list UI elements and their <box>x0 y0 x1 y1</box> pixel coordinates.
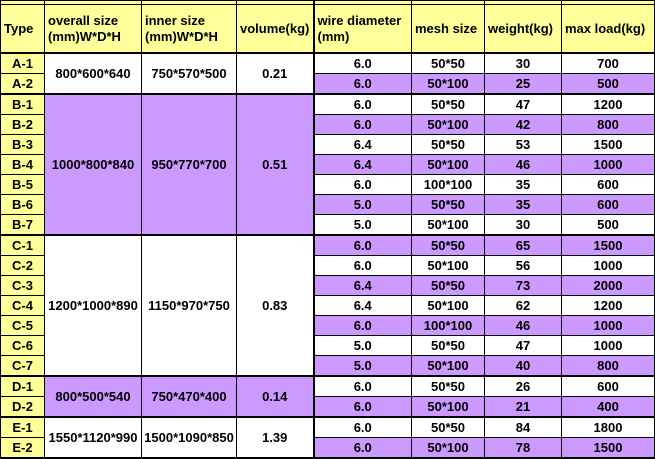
mesh-size-cell: 50*50 <box>412 417 485 438</box>
wire-diameter-cell: 6.0 <box>314 376 412 397</box>
type-cell: C-3 <box>1 276 45 296</box>
type-cell: C-5 <box>1 316 45 336</box>
col-header-type: Type <box>1 5 45 54</box>
type-cell: C-6 <box>1 336 45 356</box>
wire-diameter-cell: 6.0 <box>314 74 412 95</box>
mesh-size-cell: 50*100 <box>412 397 485 418</box>
mesh-size-cell: 50*50 <box>412 376 485 397</box>
col-header-wire-diameter: wire diameter (mm) <box>314 5 412 54</box>
inner-size-cell: 750*470*400 <box>142 376 237 417</box>
mesh-size-cell: 100*100 <box>412 316 485 336</box>
mesh-size-cell: 50*100 <box>412 356 485 377</box>
weight-cell: 30 <box>485 215 562 236</box>
overall-size-cell: 800*500*540 <box>45 376 142 417</box>
wire-diameter-cell: 5.0 <box>314 336 412 356</box>
max-load-cell: 1500 <box>562 438 655 459</box>
max-load-cell: 1500 <box>562 235 655 256</box>
inner-size-cell: 1150*970*750 <box>142 235 237 376</box>
weight-cell: 84 <box>485 417 562 438</box>
col-header-volume: volume(kg) <box>237 5 314 54</box>
max-load-cell: 1000 <box>562 336 655 356</box>
max-load-cell: 400 <box>562 397 655 418</box>
weight-cell: 73 <box>485 276 562 296</box>
max-load-cell: 500 <box>562 215 655 236</box>
weight-cell: 40 <box>485 356 562 377</box>
header-row <box>1 5 655 54</box>
max-load-cell: 1000 <box>562 155 655 175</box>
overall-size-cell: 800*600*640 <box>45 53 142 94</box>
wire-diameter-cell: 6.0 <box>314 417 412 438</box>
mesh-size-cell: 50*100 <box>412 256 485 276</box>
wire-diameter-cell: 5.0 <box>314 356 412 377</box>
volume-cell: 0.21 <box>237 53 314 94</box>
type-cell: B-2 <box>1 115 45 135</box>
mesh-size-cell: 50*100 <box>412 438 485 459</box>
max-load-cell: 600 <box>562 376 655 397</box>
volume-cell: 0.14 <box>237 376 314 417</box>
max-load-cell: 700 <box>562 53 655 74</box>
max-load-cell: 1000 <box>562 316 655 336</box>
wire-diameter-cell: 5.0 <box>314 195 412 215</box>
volume-cell: 0.51 <box>237 94 314 235</box>
mesh-size-cell: 50*100 <box>412 215 485 236</box>
wire-diameter-cell: 6.0 <box>314 115 412 135</box>
wire-diameter-cell: 6.4 <box>314 155 412 175</box>
weight-cell: 46 <box>485 316 562 336</box>
weight-cell: 47 <box>485 94 562 115</box>
type-cell: B-4 <box>1 155 45 175</box>
max-load-cell: 1000 <box>562 256 655 276</box>
mesh-size-cell: 50*50 <box>412 94 485 115</box>
max-load-cell: 500 <box>562 74 655 95</box>
type-cell: A-1 <box>1 53 45 74</box>
mesh-size-cell: 50*50 <box>412 53 485 74</box>
weight-cell: 42 <box>485 115 562 135</box>
volume-cell: 0.83 <box>237 235 314 376</box>
weight-cell: 78 <box>485 438 562 459</box>
weight-cell: 21 <box>485 397 562 418</box>
max-load-cell: 1200 <box>562 296 655 316</box>
type-cell: A-2 <box>1 74 45 95</box>
type-cell: B-1 <box>1 94 45 115</box>
max-load-cell: 2000 <box>562 276 655 296</box>
inner-size-cell: 950*770*700 <box>142 94 237 235</box>
max-load-cell: 1200 <box>562 94 655 115</box>
wire-diameter-cell: 6.4 <box>314 135 412 155</box>
type-cell: C-2 <box>1 256 45 276</box>
weight-cell: 62 <box>485 296 562 316</box>
mesh-size-cell: 50*50 <box>412 135 485 155</box>
type-cell: C-4 <box>1 296 45 316</box>
weight-cell: 25 <box>485 74 562 95</box>
col-header-inner-size: inner size (mm)W*D*H <box>142 5 237 54</box>
table-row-c1 <box>1 235 655 256</box>
weight-cell: 46 <box>485 155 562 175</box>
overall-size-cell: 1550*1120*990 <box>45 417 142 458</box>
weight-cell: 47 <box>485 336 562 356</box>
weight-cell: 35 <box>485 175 562 195</box>
type-cell: C-1 <box>1 235 45 256</box>
wire-diameter-cell: 6.0 <box>314 438 412 459</box>
wire-diameter-cell: 6.0 <box>314 235 412 256</box>
wire-diameter-cell: 6.4 <box>314 276 412 296</box>
wire-diameter-cell: 6.0 <box>314 256 412 276</box>
max-load-cell: 800 <box>562 356 655 377</box>
table-row-a1 <box>1 53 655 74</box>
mesh-size-cell: 50*50 <box>412 336 485 356</box>
overall-size-cell: 1000*800*840 <box>45 94 142 235</box>
mesh-size-cell: 50*100 <box>412 155 485 175</box>
table-row-e1 <box>1 417 655 438</box>
type-cell: D-2 <box>1 397 45 418</box>
wire-diameter-cell: 6.0 <box>314 94 412 115</box>
weight-cell: 65 <box>485 235 562 256</box>
type-cell: B-6 <box>1 195 45 215</box>
type-cell: B-5 <box>1 175 45 195</box>
inner-size-cell: 1500*1090*850 <box>142 417 237 458</box>
max-load-cell: 1800 <box>562 417 655 438</box>
max-load-cell: 1500 <box>562 135 655 155</box>
type-cell: D-1 <box>1 376 45 397</box>
table-row-b1 <box>1 94 655 115</box>
type-cell: B-3 <box>1 135 45 155</box>
max-load-cell: 600 <box>562 175 655 195</box>
weight-cell: 56 <box>485 256 562 276</box>
type-cell: E-1 <box>1 417 45 438</box>
mesh-size-cell: 50*50 <box>412 276 485 296</box>
max-load-cell: 600 <box>562 195 655 215</box>
max-load-cell: 800 <box>562 115 655 135</box>
wire-diameter-cell: 6.4 <box>314 296 412 316</box>
mesh-size-cell: 50*100 <box>412 296 485 316</box>
weight-cell: 53 <box>485 135 562 155</box>
mesh-size-cell: 50*100 <box>412 74 485 95</box>
col-header-overall-size: overall size (mm)W*D*H <box>45 5 142 54</box>
overall-size-cell: 1200*1000*890 <box>45 235 142 376</box>
wire-diameter-cell: 6.0 <box>314 397 412 418</box>
mesh-size-cell: 100*100 <box>412 175 485 195</box>
weight-cell: 35 <box>485 195 562 215</box>
table-row-d1 <box>1 376 655 397</box>
wire-diameter-cell: 6.0 <box>314 53 412 74</box>
wire-diameter-cell: 6.0 <box>314 175 412 195</box>
type-cell: C-7 <box>1 356 45 377</box>
mesh-size-cell: 50*100 <box>412 115 485 135</box>
weight-cell: 26 <box>485 376 562 397</box>
wire-diameter-cell: 6.0 <box>314 316 412 336</box>
wire-diameter-cell: 5.0 <box>314 215 412 236</box>
col-header-weight: weight(kg) <box>485 5 562 54</box>
inner-size-cell: 750*570*500 <box>142 53 237 94</box>
volume-cell: 1.39 <box>237 417 314 458</box>
col-header-max-load: max load(kg) <box>562 5 655 54</box>
col-header-mesh-size: mesh size <box>412 5 485 54</box>
type-cell: B-7 <box>1 215 45 236</box>
mesh-size-cell: 50*50 <box>412 195 485 215</box>
mesh-size-cell: 50*50 <box>412 235 485 256</box>
type-cell: E-2 <box>1 438 45 459</box>
weight-cell: 30 <box>485 53 562 74</box>
